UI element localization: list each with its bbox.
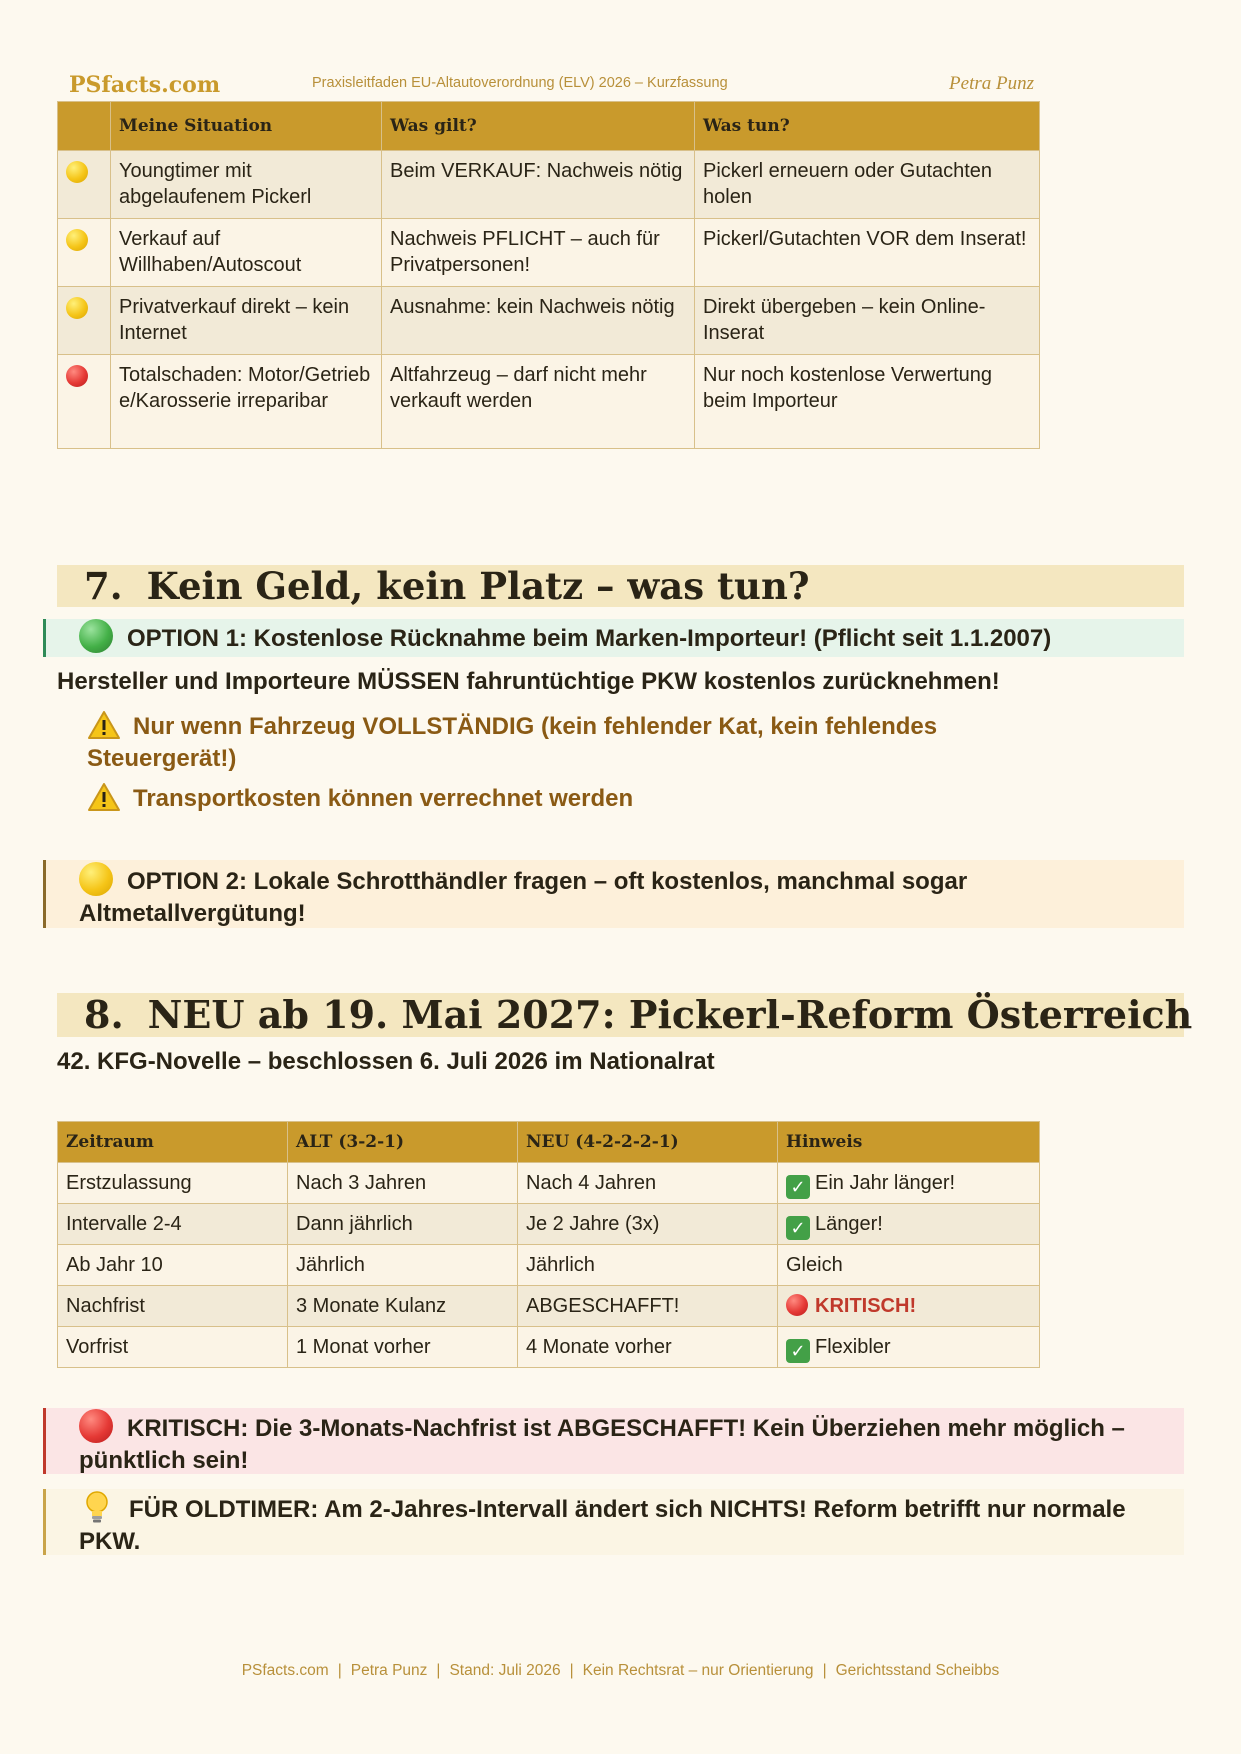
table-header-cell: Hinweis xyxy=(778,1122,1040,1163)
footer-item: Stand: Juli 2026 xyxy=(449,1662,561,1679)
status-cell xyxy=(58,355,111,449)
table-header-cell: ALT (3-2-1) xyxy=(288,1122,518,1163)
new-cell: Je 2 Jahre (3x) xyxy=(518,1204,778,1245)
status-cell xyxy=(58,151,111,219)
situation-cell: Privatverkauf direkt – kein Internet xyxy=(111,287,382,355)
footer-item: Kein Rechtsrat – nur Orientierung xyxy=(582,1662,814,1679)
section-number: 7. xyxy=(84,564,123,608)
action-cell: Direkt übergeben – kein Online-Inserat xyxy=(695,287,1040,355)
callout-accent-bar xyxy=(43,1489,46,1555)
note-cell xyxy=(778,1327,1040,1368)
table-row xyxy=(58,151,1040,219)
option-2-text: OPTION 2: Lokale Schrotthändler fragen – oft kostenlos, manchmal sogar Altmetallvergütung! xyxy=(79,868,968,927)
period-cell: Nachfrist xyxy=(58,1286,288,1327)
critical-callout xyxy=(43,1408,1184,1474)
old-cell: 3 Monate Kulanz xyxy=(288,1286,518,1327)
red-circle-icon xyxy=(66,365,88,387)
action-cell: Pickerl/Gutachten VOR dem Inserat! xyxy=(695,219,1040,287)
action-cell: Pickerl erneuern oder Gutachten holen xyxy=(695,151,1040,219)
period-cell: Ab Jahr 10 xyxy=(58,1245,288,1286)
period-cell: Vorfrist xyxy=(58,1327,288,1368)
callout-accent-bar xyxy=(43,860,46,928)
rule-cell: Ausnahme: kein Nachweis nötig xyxy=(382,287,695,355)
period-cell: Intervalle 2-4 xyxy=(58,1204,288,1245)
table-header-cell: Was gilt? xyxy=(382,102,695,151)
yellow-circle-icon xyxy=(79,862,113,896)
callout-accent-bar xyxy=(43,619,46,657)
situation-cell: Verkauf auf Willhaben/Autoscout xyxy=(111,219,382,287)
old-cell: Nach 3 Jahren xyxy=(288,1163,518,1204)
table-header-row xyxy=(58,102,1040,151)
table-header-cell: Meine Situation xyxy=(111,102,382,151)
option-1-text: OPTION 1: Kostenlose Rücknahme beim Marken-Importeur! (Pflicht seit 1.1.2007) xyxy=(127,625,1052,652)
action-cell: Nur noch kostenlose Verwertung beim Importeur xyxy=(695,355,1040,449)
footer-item: PSfacts.com xyxy=(241,1662,329,1679)
old-cell: Dann jährlich xyxy=(288,1204,518,1245)
footer-separator: | xyxy=(569,1662,574,1679)
section-number: 8. xyxy=(84,992,124,1037)
new-cell: Jährlich xyxy=(518,1245,778,1286)
warning-text: Transportkosten können verrechnet werden xyxy=(133,785,634,812)
document-title: Praxisleitfaden EU-Altautoverordnung (ELV) 2026 – Kurzfassung xyxy=(312,75,728,91)
note-text: Gleich xyxy=(786,1254,843,1276)
table-header-cell xyxy=(58,102,111,151)
old-cell: 1 Monat vorher xyxy=(288,1327,518,1368)
status-cell xyxy=(58,219,111,287)
table-row xyxy=(58,1327,1040,1368)
note-cell xyxy=(778,1204,1040,1245)
note-cell xyxy=(778,1163,1040,1204)
situation-cell: Youngtimer mit abgelaufenem Pickerl xyxy=(111,151,382,219)
table-row xyxy=(58,1286,1040,1327)
footer-item: Petra Punz xyxy=(350,1662,428,1679)
option-1-callout xyxy=(43,619,1184,657)
rule-cell: Nachweis PFLICHT – auch für Privatpersonen! xyxy=(382,219,695,287)
section-title: Kein Geld, kein Platz – was tun? xyxy=(146,564,810,608)
note-cell xyxy=(778,1286,1040,1327)
red-circle-icon xyxy=(786,1294,808,1316)
period-cell: Erstzulassung xyxy=(58,1163,288,1204)
author-name: Petra Punz xyxy=(949,73,1034,94)
note-cell xyxy=(778,1245,1040,1286)
section-8-heading xyxy=(57,992,1193,1037)
reform-table xyxy=(57,1121,1040,1368)
old-cell: Jährlich xyxy=(288,1245,518,1286)
table-row xyxy=(58,355,1040,449)
note-text: Ein Jahr länger! xyxy=(815,1172,956,1194)
table-row xyxy=(58,1163,1040,1204)
status-cell xyxy=(58,287,111,355)
light-bulb-icon xyxy=(83,1490,111,1524)
rule-cell: Altfahrzeug – darf nicht mehr verkauft werden xyxy=(382,355,695,449)
critical-text: KRITISCH: Die 3-Monats-Nachfrist ist ABGESCHAFFT! Kein Überziehen mehr möglich – pünktlich sein! xyxy=(79,1415,1125,1474)
table-row xyxy=(58,1204,1040,1245)
footer-item: Gerichtsstand Scheibbs xyxy=(835,1662,1000,1679)
warning-text: Nur wenn Fahrzeug VOLLSTÄNDIG (kein fehlender Kat, kein fehlendes Steuergerät!) xyxy=(87,713,938,772)
warning-item xyxy=(87,710,1087,775)
check-mark-icon: ✓ xyxy=(786,1339,810,1363)
section-subtitle: 42. KFG-Novelle – beschlossen 6. Juli 2026 im Nationalrat xyxy=(57,1048,715,1075)
importer-statement: Hersteller und Importeure MÜSSEN fahruntüchtige PKW kostenlos zurücknehmen! xyxy=(57,668,1000,695)
table-header-cell: Zeitraum xyxy=(58,1122,288,1163)
note-text: KRITISCH! xyxy=(815,1295,917,1317)
green-circle-icon xyxy=(79,619,113,653)
yellow-circle-icon xyxy=(66,161,88,183)
page-footer xyxy=(0,1662,1241,1680)
section-7-heading xyxy=(57,565,1184,607)
note-text: Länger! xyxy=(815,1213,883,1235)
yellow-circle-icon xyxy=(66,297,88,319)
section-title: NEU ab 19. Mai 2027: Pickerl-Reform Österreich xyxy=(147,992,1193,1037)
table-header-cell: Was tun? xyxy=(695,102,1040,151)
oldtimer-callout xyxy=(43,1489,1184,1555)
table-header-cell: NEU (4-2-2-2-1) xyxy=(518,1122,778,1163)
brand-logo: PSfacts.com xyxy=(69,72,221,98)
footer-separator: | xyxy=(436,1662,441,1679)
red-circle-icon xyxy=(79,1409,113,1443)
new-cell: 4 Monate vorher xyxy=(518,1327,778,1368)
check-mark-icon: ✓ xyxy=(786,1216,810,1240)
table-row xyxy=(58,219,1040,287)
new-cell: Nach 4 Jahren xyxy=(518,1163,778,1204)
table-row xyxy=(58,287,1040,355)
footer-separator: | xyxy=(822,1662,827,1679)
warning-icon xyxy=(87,782,121,812)
situation-table xyxy=(57,101,1040,449)
table-row xyxy=(58,1245,1040,1286)
footer-separator: | xyxy=(337,1662,342,1679)
situation-cell: Totalschaden: Motor/Getriebe/Karosserie irreparibar xyxy=(111,355,382,449)
note-text: Flexibler xyxy=(815,1336,891,1358)
oldtimer-text: FÜR OLDTIMER: Am 2-Jahres-Intervall ändert sich NICHTS! Reform betrifft nur normale PKW. xyxy=(79,1496,1126,1555)
callout-accent-bar xyxy=(43,1408,46,1474)
table-header-row xyxy=(58,1122,1040,1163)
warning-icon xyxy=(87,710,121,740)
option-2-callout xyxy=(43,860,1184,928)
yellow-circle-icon xyxy=(66,229,88,251)
new-cell: ABGESCHAFFT! xyxy=(518,1286,778,1327)
check-mark-icon: ✓ xyxy=(786,1175,810,1199)
warning-item xyxy=(87,782,1087,815)
rule-cell: Beim VERKAUF: Nachweis nötig xyxy=(382,151,695,219)
